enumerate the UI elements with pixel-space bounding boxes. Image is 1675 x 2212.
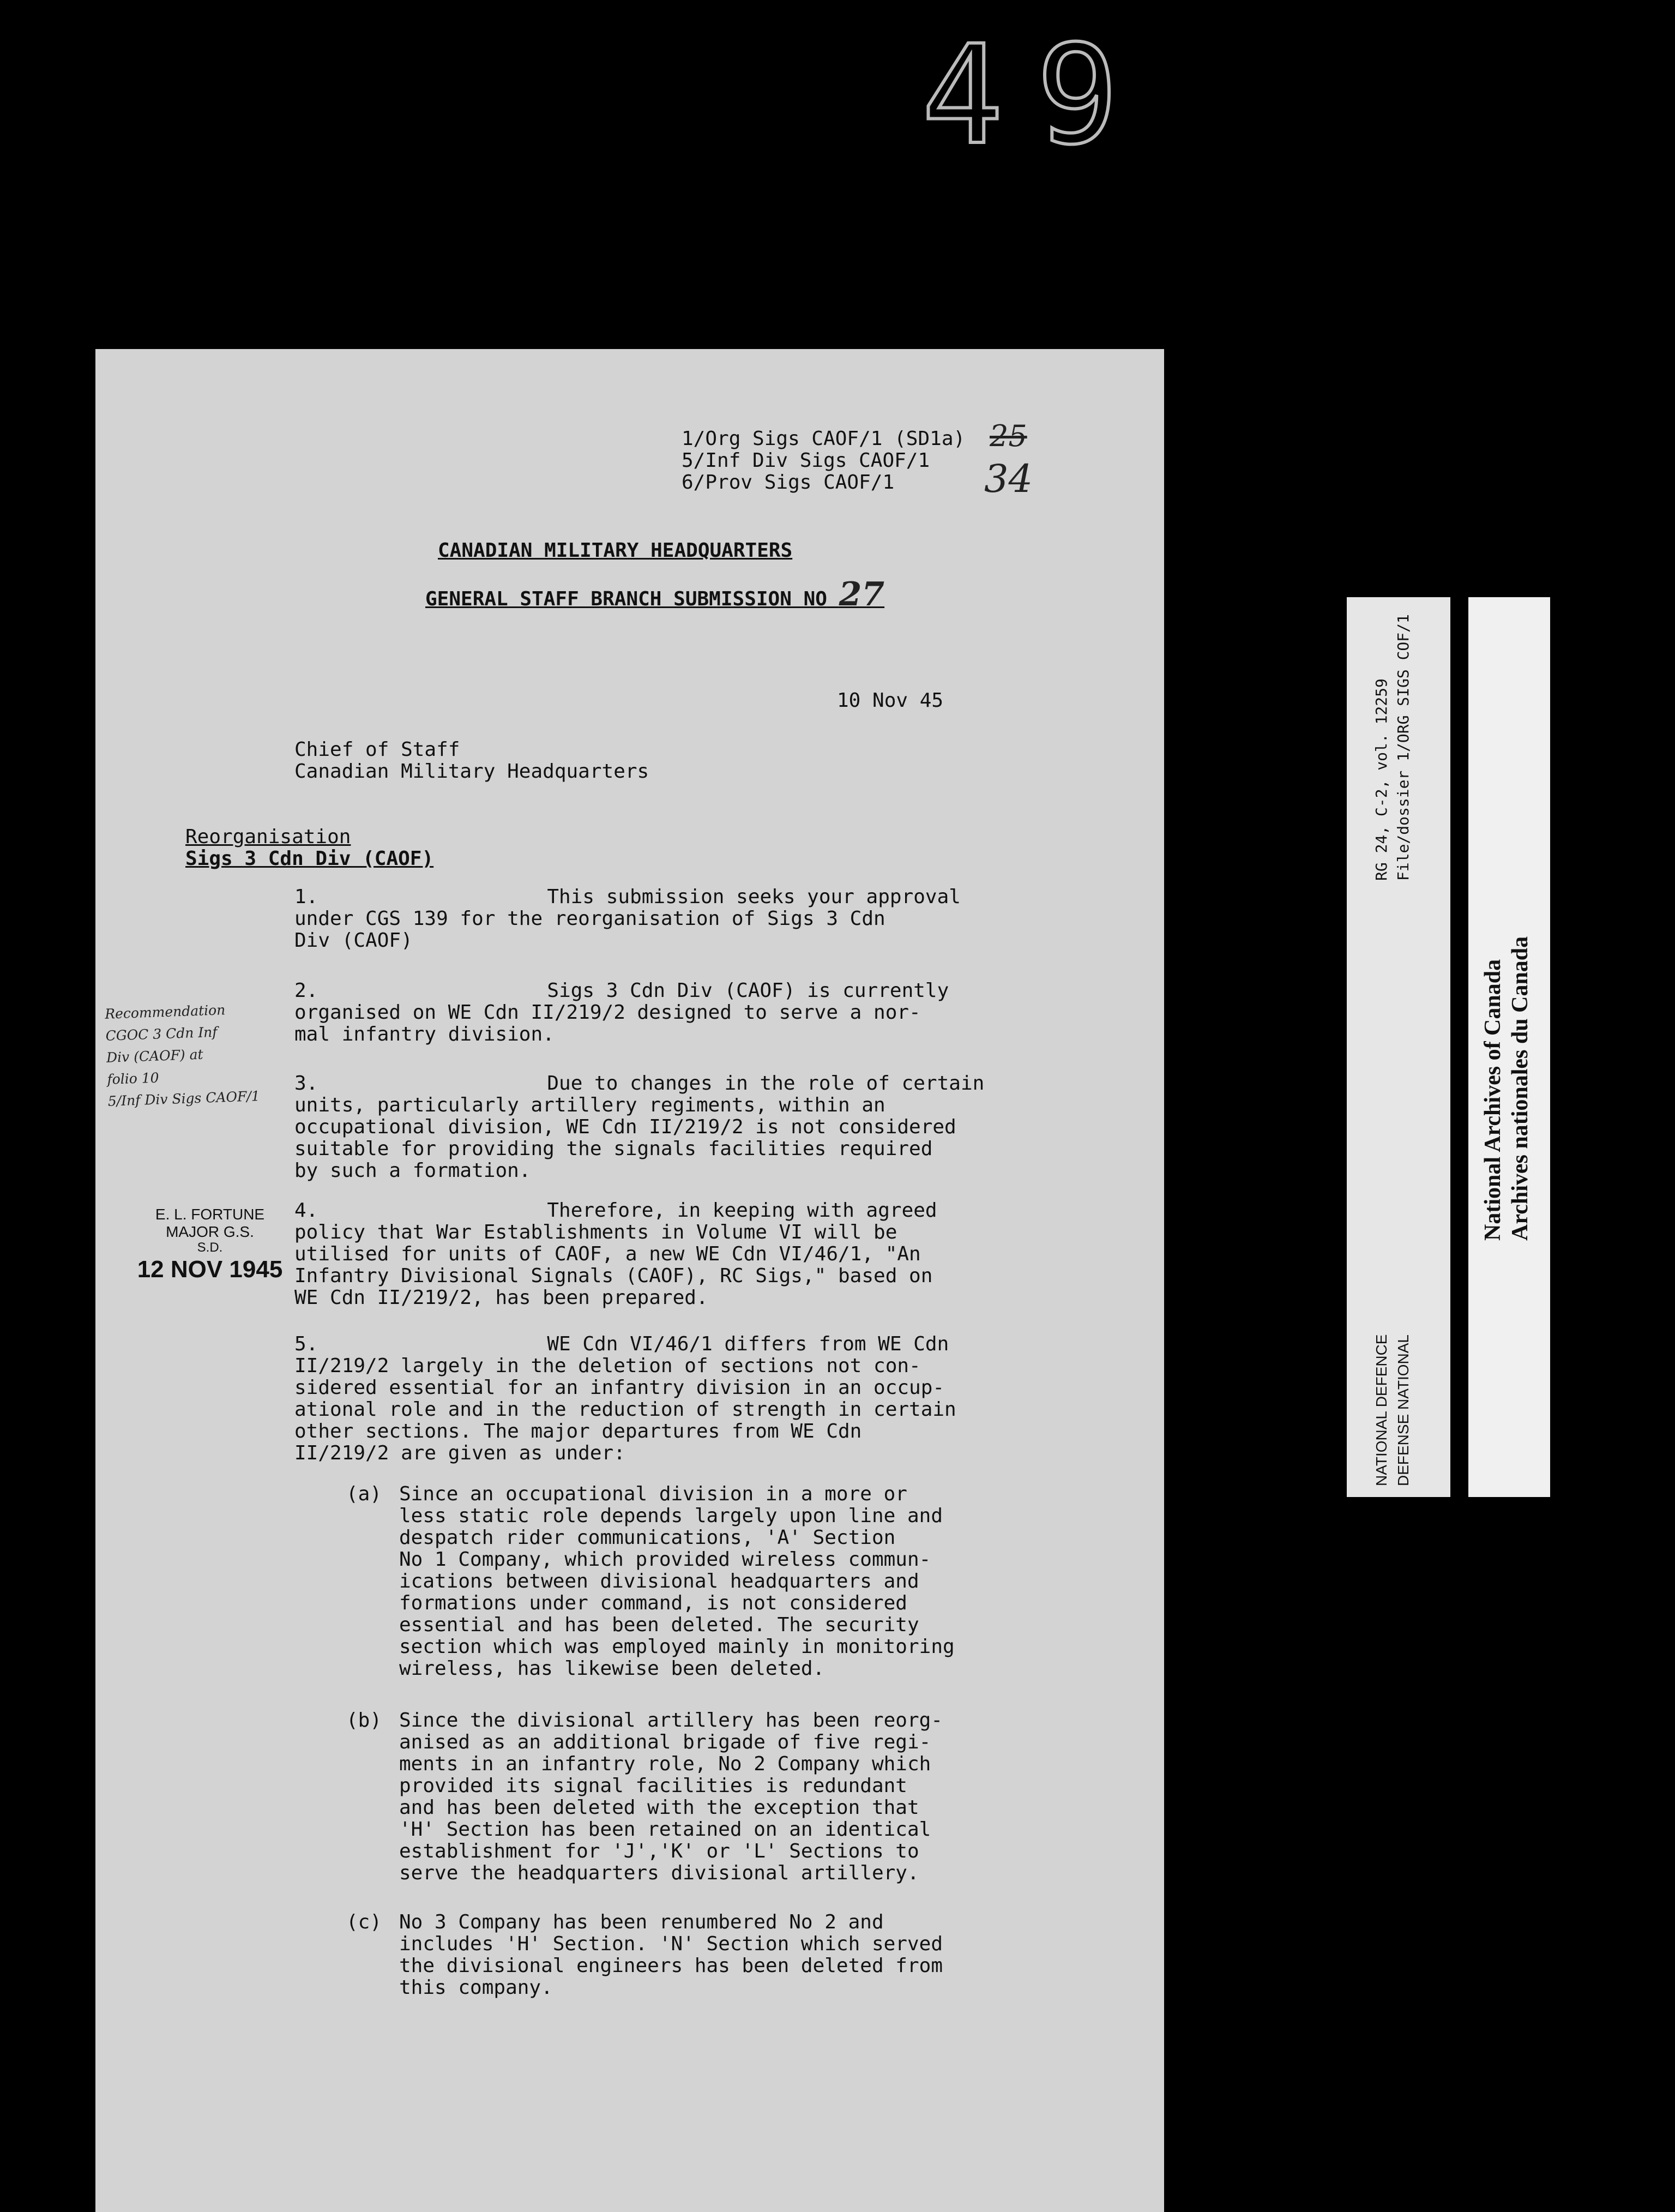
paragraph-5-line: ational role and in the reduction of strength in certain bbox=[294, 1398, 956, 1421]
paragraph-3-line: occupational division, WE Cdn II/219/2 is not considered bbox=[294, 1116, 956, 1138]
paragraph-3-line: suitable for providing the signals facilities required bbox=[294, 1138, 933, 1160]
department-line-2: DEFENSE NATIONAL bbox=[1395, 1335, 1412, 1486]
paragraph-5-line: other sections. The major departures from WE Cdn bbox=[294, 1420, 862, 1442]
paragraph-1-number: 1. bbox=[294, 886, 318, 908]
archive-name-label bbox=[1468, 597, 1550, 1497]
stamp-rank: MAJOR G.S. bbox=[166, 1223, 254, 1240]
archive-ref-line-1: RG 24, C-2, vol. 12259 bbox=[1372, 678, 1390, 881]
paragraph-4-line: policy that War Establishments in Volume VI will be bbox=[294, 1221, 897, 1243]
addressee-line-2: Canadian Military Headquarters bbox=[294, 760, 649, 783]
subparagraph-c-line: the divisional engineers has been deleted from bbox=[399, 1955, 943, 1977]
subparagraph-b-line: 'H' Section has been retained on an identical bbox=[399, 1818, 931, 1841]
paragraph-1-line: under CGS 139 for the reorganisation of Sigs 3 Cdn bbox=[294, 907, 885, 930]
paragraph-3-line: units, particularly artillery regiments, within an bbox=[294, 1094, 885, 1116]
paragraph-4-line: utilised for units of CAOF, a new WE Cdn VI/46/1, "An bbox=[294, 1243, 921, 1265]
paragraph-5-line: 5. WE Cdn VI/46/1 differs from WE Cdn bbox=[294, 1333, 949, 1355]
header-ref-2: 5/Inf Div Sigs CAOF/1 bbox=[682, 449, 930, 472]
paragraph-5-line: sidered essential for an infantry division in an occup- bbox=[294, 1377, 945, 1399]
paragraph-4-line: 4. Therefore, in keeping with agreed bbox=[294, 1199, 937, 1222]
paragraph-3 bbox=[294, 1073, 984, 1182]
subparagraph-b-line: Since the divisional artillery has been reorg- bbox=[399, 1709, 943, 1732]
stamp-sub: S.D. bbox=[197, 1240, 223, 1255]
archive-name-line-1: National Archives of Canada bbox=[1480, 959, 1505, 1241]
margin-note-line: Recommendation bbox=[104, 1002, 226, 1022]
header-ref-3: 6/Prov Sigs CAOF/1 bbox=[682, 471, 895, 494]
archive-name-line-2: Archives nationales du Canada bbox=[1508, 936, 1533, 1241]
addressee-line-1: Chief of Staff bbox=[294, 738, 460, 761]
paragraph-2-line: organised on WE Cdn II/219/2 designed to serve a nor- bbox=[294, 1001, 921, 1024]
approval-stamp bbox=[128, 1205, 292, 1284]
subparagraph-a-line: section which was employed mainly in monitoring bbox=[399, 1636, 955, 1658]
header-ref-1: 1/Org Sigs CAOF/1 (SD1a) bbox=[682, 428, 966, 450]
subparagraph-b-line: establishment for 'J','K' or 'L' Sections to bbox=[399, 1840, 919, 1862]
subparagraph-b-label: (b) bbox=[346, 1709, 382, 1732]
subparagraph-c-label: (c) bbox=[346, 1911, 382, 1933]
paragraph-3-line: by such a formation. bbox=[294, 1159, 531, 1182]
paragraph-4-line: WE Cdn II/219/2, has been prepared. bbox=[294, 1287, 708, 1309]
paragraph-5 bbox=[294, 1333, 956, 1464]
margin-note-line: 5/Inf Div Sigs CAOF/1 bbox=[107, 1088, 261, 1109]
folio-struck: 25 bbox=[990, 419, 1027, 453]
subparagraph-a-line: less static role depends largely upon line and bbox=[399, 1505, 943, 1527]
stamp-date: 12 NOV 1945 bbox=[137, 1256, 283, 1283]
margin-note-line: Div (CAOF) at bbox=[106, 1046, 204, 1066]
subparagraph-c bbox=[399, 1912, 943, 1999]
paragraph-3-number: 3. bbox=[294, 1072, 318, 1095]
subparagraph-a-line: essential and has been deleted. The security bbox=[399, 1614, 919, 1636]
paragraph-4-number: 4. bbox=[294, 1199, 318, 1222]
subparagraph-b bbox=[399, 1710, 943, 1884]
submission-number: 27 bbox=[839, 575, 885, 614]
subparagraph-a-line: despatch rider communications, 'A' Section bbox=[399, 1526, 896, 1549]
subparagraph-c-line: includes 'H' Section. 'N' Section which served bbox=[399, 1933, 943, 1955]
document-date: 10 Nov 45 bbox=[837, 689, 944, 712]
paragraph-4-line: Infantry Divisional Signals (CAOF), RC Sigs," based on bbox=[294, 1265, 933, 1287]
paragraph-1-line: 1. This submission seeks your approval bbox=[294, 886, 961, 908]
subparagraph-a bbox=[399, 1483, 955, 1680]
subparagraph-b-line: and has been deleted with the exception that bbox=[399, 1796, 919, 1819]
paragraph-4 bbox=[294, 1200, 937, 1309]
microfilm-frame-number: 49 bbox=[921, 16, 1152, 175]
paragraph-5-line: II/219/2 are given as under: bbox=[294, 1442, 625, 1464]
paragraph-3-line: 3. Due to changes in the role of certain bbox=[294, 1072, 985, 1095]
department-line-1: NATIONAL DEFENCE bbox=[1373, 1334, 1390, 1486]
subparagraph-b-line: serve the headquarters divisional artillery. bbox=[399, 1862, 919, 1884]
submission-title bbox=[425, 575, 885, 614]
paragraph-1-line: Div (CAOF) bbox=[294, 929, 413, 952]
submission-title-text: GENERAL STAFF BRANCH SUBMISSION NO bbox=[425, 588, 827, 610]
document-page bbox=[95, 349, 1164, 2212]
subparagraph-b-line: ments in an infantry role, No 2 Company which bbox=[399, 1753, 931, 1775]
paragraph-5-line: II/219/2 largely in the deletion of sections not con- bbox=[294, 1355, 921, 1377]
archive-reference-label bbox=[1347, 597, 1450, 1497]
subparagraph-a-line: wireless, has likewise been deleted. bbox=[399, 1657, 825, 1680]
subject-line-2: Sigs 3 Cdn Div (CAOF) bbox=[185, 847, 434, 870]
folio-current: 34 bbox=[984, 456, 1033, 501]
document-title: CANADIAN MILITARY HEADQUARTERS bbox=[438, 539, 793, 562]
paragraph-2-number: 2. bbox=[294, 979, 318, 1002]
margin-note-line: CGOC 3 Cdn Inf bbox=[105, 1024, 218, 1044]
subparagraph-c-line: No 3 Company has been renumbered No 2 and bbox=[399, 1911, 884, 1933]
subparagraph-b-line: provided its signal facilities is redundant bbox=[399, 1775, 907, 1797]
subparagraph-a-label: (a) bbox=[346, 1483, 382, 1505]
paragraph-5-number: 5. bbox=[294, 1333, 318, 1355]
paragraph-2-line: 2. Sigs 3 Cdn Div (CAOF) is currently bbox=[294, 979, 949, 1002]
subparagraph-a-line: ications between divisional headquarters and bbox=[399, 1570, 919, 1592]
margin-note bbox=[105, 998, 261, 1113]
margin-note-line: folio 10 bbox=[106, 1069, 160, 1087]
subparagraph-a-line: No 1 Company, which provided wireless commun- bbox=[399, 1548, 931, 1571]
stamp-name: E. L. FORTUNE bbox=[155, 1206, 265, 1223]
subparagraph-b-line: anised as an additional brigade of five regi- bbox=[399, 1731, 931, 1753]
paragraph-2 bbox=[294, 980, 949, 1045]
archive-ref-line-2: File/dossier 1/ORG SIGS COF/1 bbox=[1394, 614, 1412, 881]
paragraph-2-line: mal infantry division. bbox=[294, 1023, 555, 1045]
paragraph-1 bbox=[294, 886, 961, 952]
subparagraph-a-line: formations under command, is not considered bbox=[399, 1592, 907, 1614]
subject-line-1: Reorganisation bbox=[185, 826, 351, 848]
subparagraph-a-line: Since an occupational division in a more or bbox=[399, 1483, 907, 1505]
subparagraph-c-line: this company. bbox=[399, 1976, 553, 1999]
